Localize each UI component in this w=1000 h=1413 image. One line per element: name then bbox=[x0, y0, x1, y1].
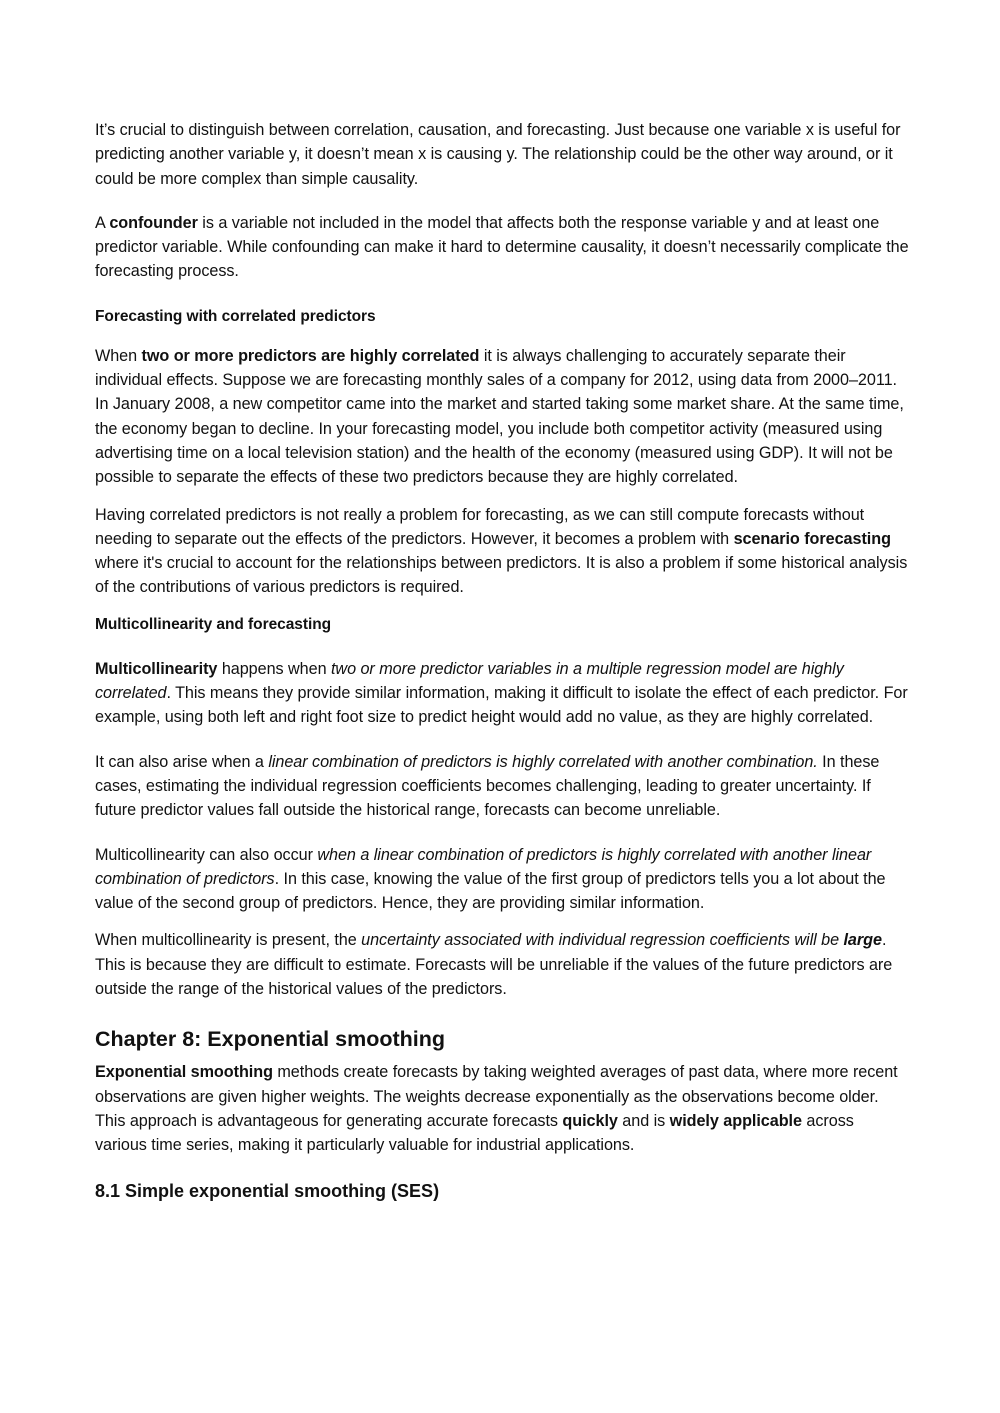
paragraph-correlation-causation: It’s crucial to distinguish between correlation, causation, and forecasting. Just because one variable x is useful for predicting another variable y, it doesn’t mean x is causing y. The relationship could be the other way around, or it could be more complex than simple causality. bbox=[95, 121, 901, 188]
paragraph-correlated-predictors: When two or more predictors are highly correlated it is always challenging to accurately separate their individual effects. Suppose we are forecasting monthly sales of a company for 2012, using data from 2000–2011. In January 2008, a new competitor came into the market and started taking some market share. At the same time, the economy began to decline. In your forecasting model, you include both competitor activity (measured using advertising time on a local television station) and the health of the economy (measured using GDP). It will not be possible to separate the effects of these two predictors because they are highly correlated. bbox=[95, 346, 904, 487]
paragraph-linear-combination: It can also arise when a linear combination of predictors is highly correlated with another combination. In these cases, estimating the individual regression coefficients becomes challenging, leading to greater uncertainty. If future predictor values fall outside the historical range, forecasts can become unreliable. bbox=[95, 752, 880, 820]
paragraph-multicollinearity-definition: Multicollinearity happens when two or more predictor variables in a multiple regression model are highly correlated. This means they provide similar information, making it difficult to isolate the effect of each predictor. For example, using both left and right foot size to predict height would add no value, as they are highly correlated. bbox=[95, 659, 908, 727]
paragraph-multicollinearity-uncertainty: When multicollinearity is present, the uncertainty associated with individual regression coefficients will be large. This is because they are difficult to estimate. Forecasts will be unreliable if the values of the future predictors are outside the range of the historical values of the predictors. bbox=[95, 931, 893, 999]
heading-forecasting-correlated-predictors: Forecasting with correlated predictors bbox=[95, 307, 376, 325]
paragraph-confounder: A confounder is a variable not included in the model that affects both the response variable y and at least one predictor variable. While confounding can make it hard to determine causality, it doesn’t necessarily complicate the forecasting process. bbox=[95, 213, 909, 281]
paragraph-exponential-smoothing: Exponential smoothing methods create forecasts by taking weighted averages of past data, where more recent observations are given higher weights. The weights decrease exponentially as the observations become older. This approach is advantageous for generating accurate forecasts quickly and is widely applicable across various time series, making it particularly valuable for industrial applications. bbox=[95, 1063, 898, 1155]
chapter-title: Chapter 8: Exponential smoothing bbox=[95, 1027, 445, 1052]
paragraph-scenario-forecasting: Having correlated predictors is not really a problem for forecasting, as we can still compute forecasts without needing to separate out the effects of the predictors. However, it becomes a problem with scenario forecasting where it's crucial to account for the relationships between predictors. It is also a problem if some historical analysis of the contributions of various predictors is required. bbox=[95, 505, 908, 597]
paragraph-multicollinearity-occurrence: Multicollinearity can also occur when a linear combination of predictors is highly correlated with another linear combination of predictors. In this case, knowing the value of the first group of predictors tells you a lot about the value of the second group of predictors. Hence, they are providing similar information. bbox=[95, 845, 886, 913]
heading-multicollinearity: Multicollinearity and forecasting bbox=[95, 615, 332, 633]
term-confounder: confounder bbox=[109, 213, 198, 232]
page-content bbox=[95, 118, 910, 1204]
section-title: 8.1 Simple exponential smoothing (SES) bbox=[95, 1180, 440, 1201]
